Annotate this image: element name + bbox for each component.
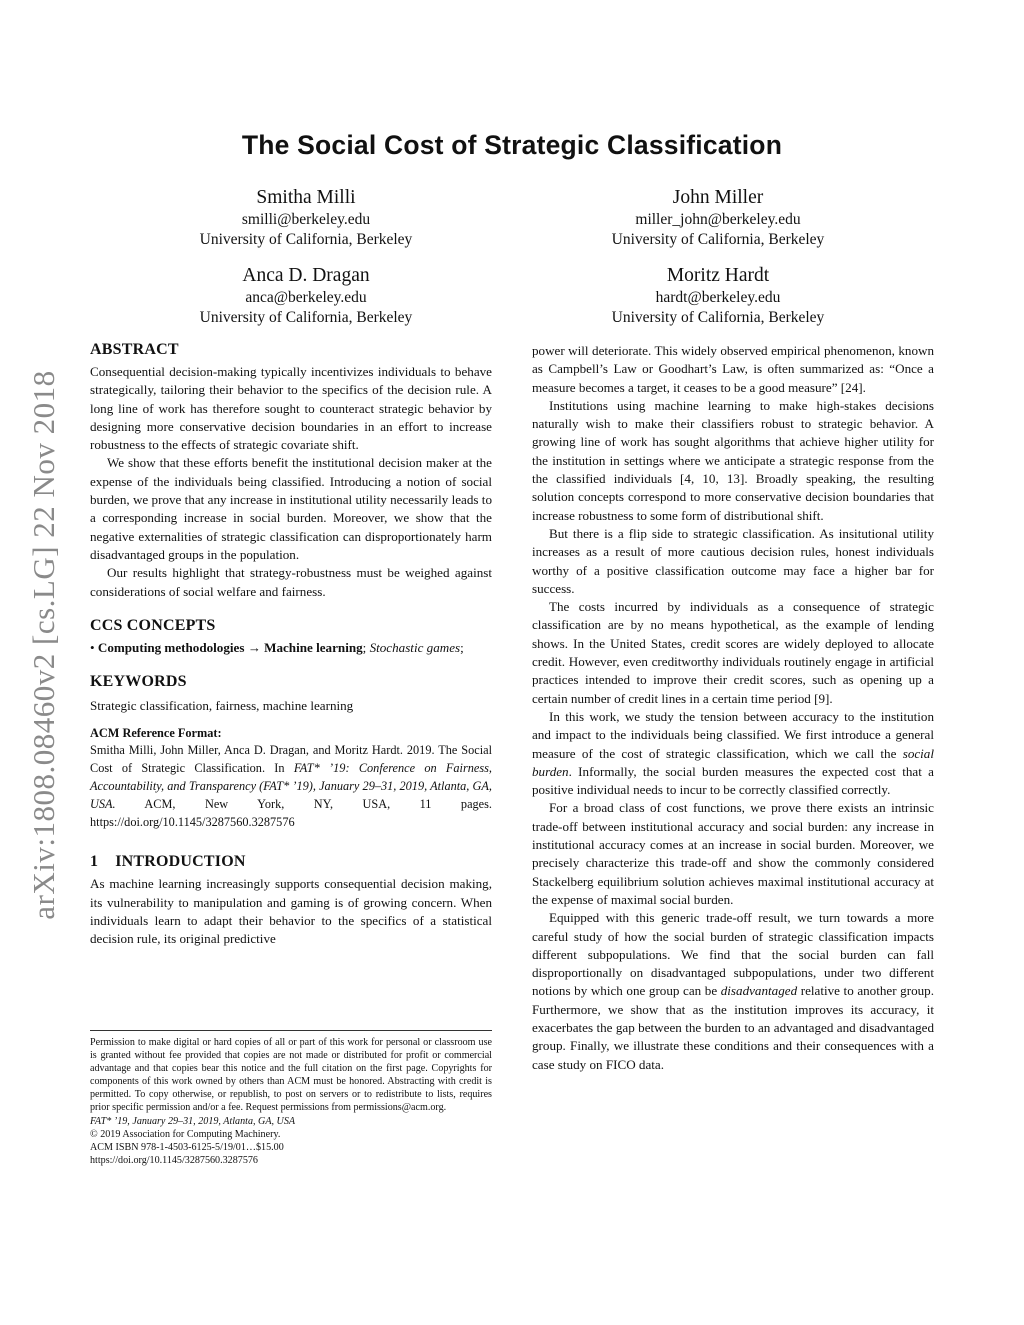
intro-paragraph: For a broad class of cost functions, we prove there exists an intrinsic trade-off between institutional accuracy and social burden: any increase in institutional accuracy comes at an increase in social burden. Moreover, we precisely characterize this trade-off and show the commonly considered Stackelberg equilibrium solution achieves maximal institutional accuracy at the expense of maximal social burden. <box>532 800 934 907</box>
author-email: anca@berkeley.edu <box>245 289 367 306</box>
footnote-doi: https://doi.org/10.1145/3287560.3287576 <box>90 1154 258 1166</box>
author-name: Smitha Milli <box>256 187 356 208</box>
left-column <box>90 339 492 949</box>
arxiv-identifier: arXiv:1808.08460v2 [cs.LG] 22 Nov 2018 <box>26 370 61 920</box>
abstract-paragraph: Our results highlight that strategy-robustness must be weighed against considerations of social welfare and fairness. <box>90 565 492 599</box>
author-block <box>96 264 516 328</box>
footnote-isbn: ACM ISBN 978-1-4503-6125-5/19/01…$15.00 <box>90 1141 284 1153</box>
footnote-venue: FAT* ’19, January 29–31, 2019, Atlanta, GA, USA <box>90 1115 296 1127</box>
keywords-heading: KEYWORDS <box>90 673 187 691</box>
author-affiliation: University of California, Berkeley <box>611 231 825 248</box>
author-affiliation: University of California, Berkeley <box>611 309 825 326</box>
author-block <box>508 186 928 250</box>
ccs-heading: CCS CONCEPTS <box>90 616 216 634</box>
introduction-heading <box>90 851 492 873</box>
acm-reference-tail: ACM, New York, NY, USA, 11 pages. https://doi.org/10.1145/3287560.3287576 <box>90 796 492 829</box>
author-email: miller_john@berkeley.edu <box>635 211 801 228</box>
author-affiliation: University of California, Berkeley <box>199 231 413 248</box>
intro-paragraph: But there is a flip side to strategic classification. As insitutional utility increases as a result of more cautious decision rules, honest individuals worthy of a positive classification outcome may face a higher bar for success. <box>532 525 934 596</box>
intro-emphasis: social burden <box>532 745 934 779</box>
intro-paragraph: The costs incurred by individuals as a consequence of strategic classification are by no means hypothetical, as the example of lending shows. In the United States, credit scores are widely deployed to allocate credit. However, even creditworthy individuals routinely engage in artificial practices intended to improve their credit scores, such as opening up a certain number of credit lines in a certain time period [9]. <box>532 599 934 706</box>
author-affiliation: University of California, Berkeley <box>199 309 413 326</box>
abstract-paragraph: Consequential decision-making typically incentivizes individuals to behave strategically, tailoring their behavior to the specifics of the decision rule. A long line of work has therefore sought to counteract strategic behavior by designing more conservative decision boundaries in an effort to increase robustness to the effects of strategic covariate shift. <box>90 364 492 453</box>
acm-reference-heading: ACM Reference Format: <box>90 726 222 741</box>
ccs-extra: Stochastic games <box>369 639 461 655</box>
author-name: John Miller <box>672 187 764 208</box>
intro-emphasis: disadvantaged <box>720 983 798 999</box>
author-block <box>508 264 928 328</box>
intro-text: In this work, we study the tension between accuracy to the institution and impact to the individuals being classified. We first introduce a general measure of the cost of strategic classification, which we call the <box>532 708 934 761</box>
author-email: smilli@berkeley.edu <box>241 211 371 228</box>
intro-text: Equipped with this generic trade-off result, we turn towards a more careful study of how the social burden of strategic classification impacts different subpopulations. We find that the social burden can fall disproportionally on disadvantaged subpopulations, under two different notions by which one group can be <box>532 910 934 999</box>
ccs-end: ; <box>460 639 464 655</box>
acm-reference <box>90 742 492 831</box>
intro-paragraph: Institutions using machine learning to make high-stakes decisions naturally wish to make their classifiers robust to strategic behavior. A growing line of work has sought algorithms that achieve higher utility for the institution in settings where we anticipate a strategic response from the the classified individuals [4, 10, 13]. Broadly speaking, the resulting solution concepts correspond to more conservative decision boundaries that increase robustness to some form of distributional shift. <box>532 397 934 523</box>
ccs-separator: ; <box>362 639 370 655</box>
ccs-subconcept: Machine learning <box>264 639 363 655</box>
intro-text: relative to another group. Furthermore, we show that as the institution improves its accuracy, it exacerbates the gap between the burden to an advantaged and disadvantaged group. Finally, we illustrate these conditions and their consequences with a case study on FICO data. <box>532 983 934 1072</box>
abstract-heading: ABSTRACT <box>90 341 179 358</box>
keywords-text: Strategic classification, fairness, machine learning <box>90 698 354 714</box>
intro-paragraph: power will deteriorate. This widely observed empirical phenomenon, known as Campbell’s Law or Goodhart’s Law, is often summarized as: “Once a measure becomes a target, it ceases to be a good measure” [24]. <box>532 343 934 395</box>
ccs-bullet: • <box>90 639 98 655</box>
copyright-footnote <box>90 1036 492 1167</box>
acm-reference-venue: FAT* ’19: Conference on Fairness, Accountability, and Transparency (FAT* ’19), January 29–31, 2019, Atlanta, GA, USA. <box>90 761 492 811</box>
intro-text: . Informally, the social burden measures the expected cost that a positive individual needs to incur to be correctly classified correctly. <box>532 763 934 798</box>
permission-notice: Permission to make digital or hard copies of all or part of this work for personal or classroom use is granted without fee provided that copies are not made or distributed for profit or commercial advantage and that copies bear this notice and the full citation on the first page. Copyrights for components of this work owned by others than ACM must be honored. Abstracting with credit is permitted. To copy otherwise, or republish, to post on servers or to redistribute to lists, requires prior specific permission and/or a fee. Request permissions from permissions@acm.org. <box>90 1037 492 1114</box>
abstract-paragraph: We show that these efforts benefit the institutional decision maker at the expense of the individuals being classified. Introducing a notion of social burden, we prove that any increase in institutional utility necessarily leads to a corresponding increase in social burden. Moreover, we show that the negative externalities of strategic classification can disproportionately harm disadvantaged groups in the population. <box>90 455 492 562</box>
ccs-concept: Computing methodologies <box>97 639 245 655</box>
footnote-copyright: © 2019 Association for Computing Machinery. <box>90 1128 281 1140</box>
intro-paragraph: As machine learning increasingly supports consequential decision making, its vulnerability to manipulation and gaming is of growing concern. When individuals learn to adapt their behavior to the specifics of a statistical decision rule, its original predictive <box>90 876 492 947</box>
ccs-arrow: → <box>244 639 265 655</box>
ccs-concepts <box>90 639 492 657</box>
intro-paragraph <box>532 708 934 799</box>
section-title: INTRODUCTION <box>115 853 246 871</box>
paper-title: The Social Cost of Strategic Classification <box>241 130 783 160</box>
section-number: 1 <box>90 853 99 871</box>
author-block <box>96 186 516 250</box>
right-column <box>532 342 934 1074</box>
author-name: Moritz Hardt <box>666 265 770 286</box>
footnote-divider <box>90 1030 492 1031</box>
intro-paragraph <box>532 909 934 1074</box>
acm-reference-authors: Smitha Milli, John Miller, Anca D. Dragan, and Moritz Hardt. 2019. The Social Cost of Strategic Classification. In <box>90 743 492 776</box>
author-email: hardt@berkeley.edu <box>655 289 781 306</box>
author-name: Anca D. Dragan <box>242 265 370 286</box>
